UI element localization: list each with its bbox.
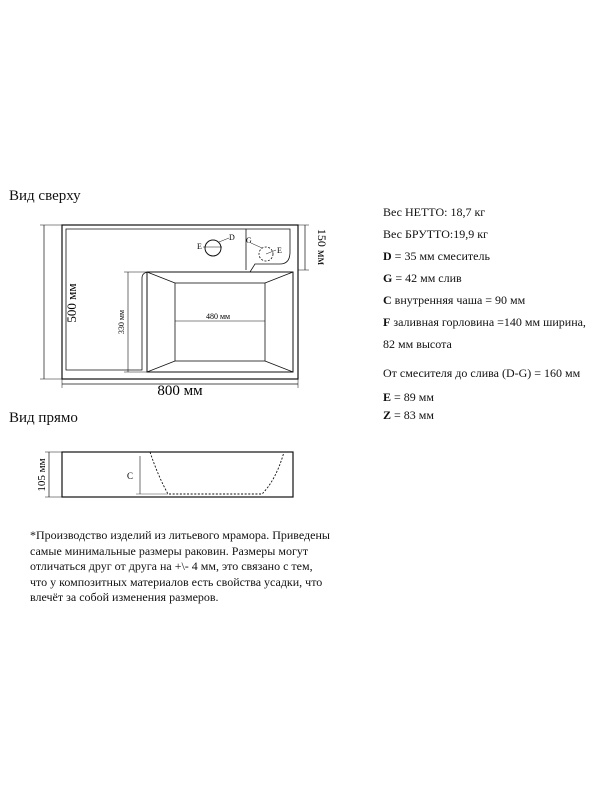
spec-c: C внутренняя чаша = 90 мм xyxy=(383,293,526,307)
front-depth-letter: C xyxy=(127,471,134,481)
mixer-hole xyxy=(205,240,221,256)
spec-mixer-drain: От смесителя до слива (D-G) = 160 мм xyxy=(383,366,581,380)
spec-gross-weight: Вес БРУТТО:19,9 кг xyxy=(383,227,488,241)
spec-f: F заливная горловина =140 мм ширина, xyxy=(383,315,586,329)
spec-e: E = 89 мм xyxy=(383,390,434,404)
note-line: *Производство изделий из литьевого мрамора. Приведены xyxy=(30,528,330,542)
front-height-label: 105 мм xyxy=(36,458,48,492)
note-line: что у композитных материалов есть свойства усадки, что xyxy=(30,574,323,589)
note-line: влечёт за собой изменения размеров. xyxy=(30,590,219,604)
bowl-inner xyxy=(175,283,265,361)
drain-letter-g: G xyxy=(246,236,252,245)
manufacturing-note xyxy=(30,528,570,606)
note-line: самые минимальные размеры раковин. Размеры могут xyxy=(30,543,309,558)
sink-rim xyxy=(66,229,290,370)
spec-net-weight: Вес НЕТТО: 18,7 кг xyxy=(383,205,486,219)
mixer-letter-e: E xyxy=(197,242,202,251)
drain-letter-e: E xyxy=(277,246,282,255)
front-view-bowl xyxy=(150,452,284,494)
shelf-height-label: 150 мм xyxy=(315,228,329,266)
spec-z: Z = 83 мм xyxy=(383,408,434,422)
bowl-width-label: 480 мм xyxy=(205,312,231,321)
spec-g: G = 42 мм слив xyxy=(383,271,462,285)
front-view-title: Вид прямо xyxy=(9,410,78,426)
note-line: отличаться друг от друга на +\- 4 мм, это связано с тем, xyxy=(30,559,313,573)
spec-f-height: 82 мм высота xyxy=(383,337,452,351)
mixer-letter-d: D xyxy=(229,233,235,242)
bowl-outer xyxy=(147,272,293,372)
spec-d: D = 35 мм смеситель xyxy=(383,249,490,263)
width-label: 800 мм xyxy=(157,383,203,399)
height-label: 500 мм xyxy=(64,283,79,323)
front-view-outline xyxy=(62,452,293,497)
bowl-height-label: 330 мм xyxy=(117,309,126,335)
top-view-title: Вид сверху xyxy=(9,188,81,204)
